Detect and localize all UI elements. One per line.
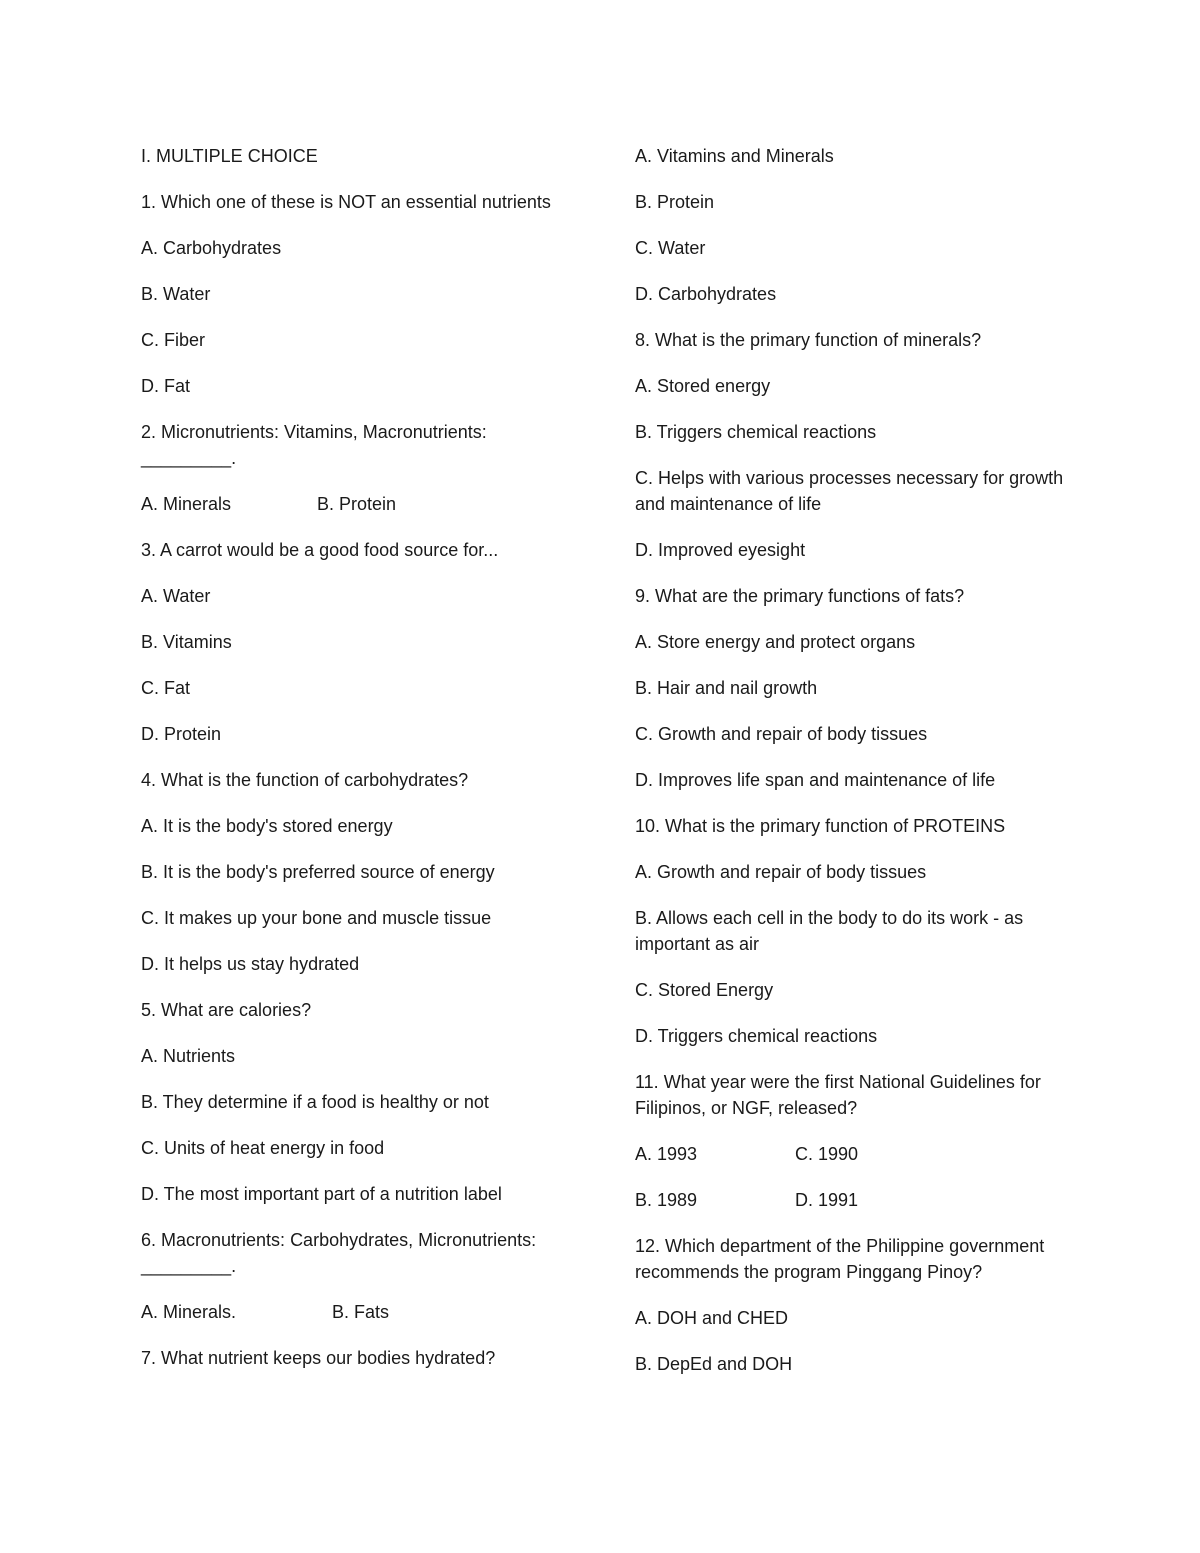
question-1-option-c: C. Fiber: [141, 330, 206, 350]
question-1-option-a: A. Carbohydrates: [141, 238, 282, 258]
question-10-option-c: C. Stored Energy: [635, 980, 774, 1000]
question-8: 8. What is the primary function of minerals?: [635, 330, 982, 350]
question-11: 11. What year were the first National Guidelines for Filipinos, or NGF, released?: [635, 1072, 1041, 1118]
question-4-option-d: D. It helps us stay hydrated: [141, 954, 360, 974]
question-2-options: [141, 491, 566, 517]
question-3-option-a: A. Water: [141, 586, 211, 606]
question-1: 1. Which one of these is NOT an essential nutrients: [141, 192, 551, 212]
question-7-option-b: B. Protein: [635, 192, 715, 212]
question-9-option-c: C. Growth and repair of body tissues: [635, 724, 928, 744]
section-heading: I. MULTIPLE CHOICE: [141, 146, 318, 166]
question-9: 9. What are the primary functions of fats?: [635, 586, 965, 606]
question-2-option-b: B. Protein: [317, 494, 397, 514]
question-10-option-d: D. Triggers chemical reactions: [635, 1026, 878, 1046]
question-6-option-b: B. Fats: [332, 1302, 390, 1322]
question-6-options: [141, 1299, 566, 1325]
question-3-option-c: C. Fat: [141, 678, 191, 698]
left-column: [141, 143, 566, 1391]
question-3: 3. A carrot would be a good food source for...: [141, 540, 499, 560]
question-4-option-b: B. It is the body's preferred source of energy: [141, 862, 495, 882]
question-12-option-b: B. DepEd and DOH: [635, 1354, 793, 1374]
question-4-option-c: C. It makes up your bone and muscle tissue: [141, 908, 492, 928]
question-3-option-d: D. Protein: [141, 724, 222, 744]
question-3-option-b: B. Vitamins: [141, 632, 232, 652]
question-11-option-a: A. 1993: [635, 1144, 698, 1164]
question-2: 2. Micronutrients: Vitamins, Macronutrients: _________.: [141, 422, 487, 468]
question-9-option-d: D. Improves life span and maintenance of life: [635, 770, 996, 790]
question-1-option-b: B. Water: [141, 284, 211, 304]
question-5-option-c: C. Units of heat energy in food: [141, 1138, 385, 1158]
question-8-option-c: C. Helps with various processes necessary for growth and maintenance of life: [635, 468, 1064, 514]
question-9-option-a: A. Store energy and protect organs: [635, 632, 916, 652]
question-4-option-a: A. It is the body's stored energy: [141, 816, 393, 836]
question-5: 5. What are calories?: [141, 1000, 312, 1020]
question-7-option-d: D. Carbohydrates: [635, 284, 777, 304]
question-11-option-c: C. 1990: [795, 1144, 859, 1164]
question-8-option-b: B. Triggers chemical reactions: [635, 422, 877, 442]
right-column: [635, 143, 1070, 1397]
question-5-option-a: A. Nutrients: [141, 1046, 236, 1066]
question-10-option-a: A. Growth and repair of body tissues: [635, 862, 927, 882]
question-11-option-b: B. 1989: [635, 1190, 698, 1210]
question-11-options-row-2: [635, 1187, 1070, 1213]
question-6-option-a: A. Minerals.: [141, 1302, 237, 1322]
question-11-option-d: D. 1991: [795, 1190, 859, 1210]
question-7-option-a: A. Vitamins and Minerals: [635, 146, 834, 166]
question-12-option-a: A. DOH and CHED: [635, 1308, 789, 1328]
question-5-option-b: B. They determine if a food is healthy or not: [141, 1092, 489, 1112]
question-7: 7. What nutrient keeps our bodies hydrated?: [141, 1348, 496, 1368]
question-10: 10. What is the primary function of PROTEINS: [635, 816, 1006, 836]
question-6: 6. Macronutrients: Carbohydrates, Micronutrients: _________.: [141, 1230, 537, 1276]
question-7-option-c: C. Water: [635, 238, 706, 258]
question-8-option-a: A. Stored energy: [635, 376, 771, 396]
question-4: 4. What is the function of carbohydrates?: [141, 770, 469, 790]
question-8-option-d: D. Improved eyesight: [635, 540, 806, 560]
question-12: 12. Which department of the Philippine government recommends the program Pinggang Pinoy?: [635, 1236, 1045, 1282]
question-9-option-b: B. Hair and nail growth: [635, 678, 818, 698]
question-5-option-d: D. The most important part of a nutrition label: [141, 1184, 502, 1204]
question-1-option-d: D. Fat: [141, 376, 191, 396]
question-10-option-b: B. Allows each cell in the body to do its work - as important as air: [635, 908, 1024, 954]
question-2-option-a: A. Minerals: [141, 494, 232, 514]
question-11-options-row-1: [635, 1141, 1070, 1167]
